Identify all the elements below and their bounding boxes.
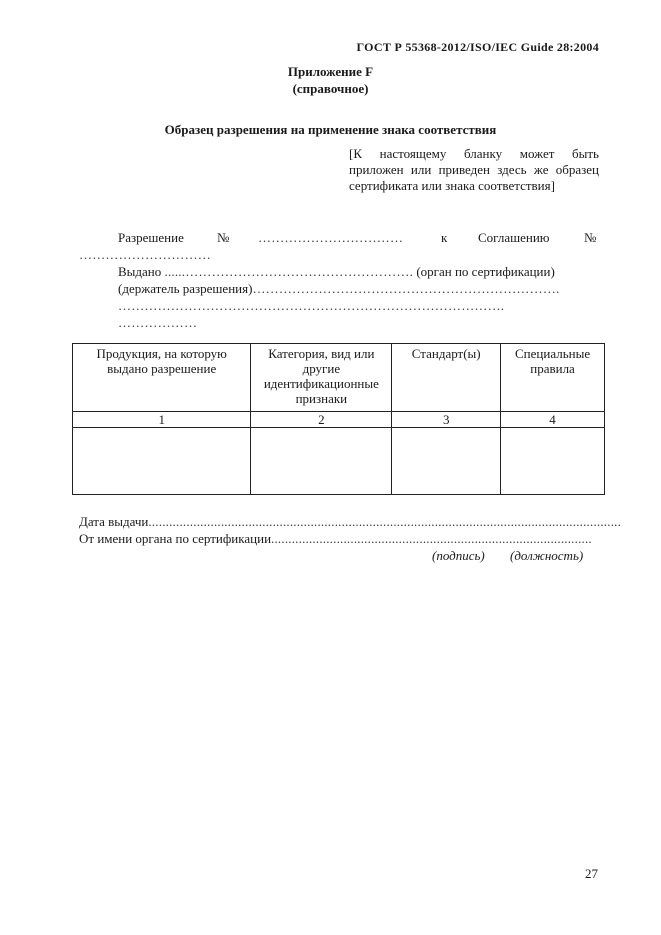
agreement-number-dots: ………………………… — [79, 247, 211, 262]
issued-label: Выдано — [118, 264, 162, 279]
document-code: ГОСТ Р 55368-2012/ISO/IEC Guide 28:2004 — [356, 40, 599, 54]
agreement-label: Соглашению — [478, 230, 550, 245]
signature-label: (подпись) — [432, 548, 485, 563]
holder-dots: ……………………………………………………………. — [252, 281, 560, 296]
page-number: 27 — [585, 866, 598, 881]
form-note: [К настоящему бланку может быть приложен или приведен здесь же образец сертификата или знака соответствия] — [349, 146, 599, 193]
issued-dots: ......……………………………………………. — [164, 264, 414, 279]
table-header-cell: Стандарт(ы) — [392, 344, 501, 412]
annex-subtitle: (справочное) — [292, 81, 369, 96]
permit-label: Разрешение — [118, 230, 184, 245]
table-number-cell: 3 — [392, 412, 501, 428]
table-empty-cell — [251, 428, 392, 495]
position-label: (должность) — [510, 548, 584, 563]
permit-table — [72, 343, 605, 495]
table-number-row — [73, 412, 605, 428]
issue-date-dots: ......................................................................................................................................... — [148, 514, 622, 529]
table-header-row — [73, 344, 605, 412]
on-behalf-dots: ............................................................................................. — [271, 531, 592, 546]
table-empty-row — [73, 428, 605, 495]
holder-dots-line-3: ……………… — [118, 315, 198, 330]
permit-number-sign: № — [217, 230, 230, 245]
table-header-cell: Продукция, на которую выдано разрешение — [73, 344, 251, 412]
table-header-cell: Категория, вид или другие идентификационные признаки — [251, 344, 392, 412]
table-header-cell: Специальные правила — [501, 344, 605, 412]
table-empty-cell — [501, 428, 605, 495]
issue-date-label: Дата выдачи — [79, 514, 149, 529]
table-number-cell: 4 — [501, 412, 605, 428]
table-number-cell: 2 — [251, 412, 392, 428]
table-empty-cell — [73, 428, 251, 495]
to-label: к — [441, 230, 448, 245]
permit-number-dots: …………………………… — [258, 230, 404, 245]
table-number-cell: 1 — [73, 412, 251, 428]
section-title: Образец разрешения на применение знака соответствия — [164, 122, 497, 137]
holder-dots-line-2: ……………………………………………………………………………. — [118, 298, 505, 313]
holder-label: (держатель разрешения) — [118, 281, 253, 296]
agreement-number-sign: № — [584, 230, 597, 245]
annex-title: Приложение F — [287, 64, 374, 79]
on-behalf-label: От имени органа по сертификации — [79, 531, 272, 546]
certification-body-label: (орган по сертификации) — [416, 264, 555, 279]
table-empty-cell — [392, 428, 501, 495]
